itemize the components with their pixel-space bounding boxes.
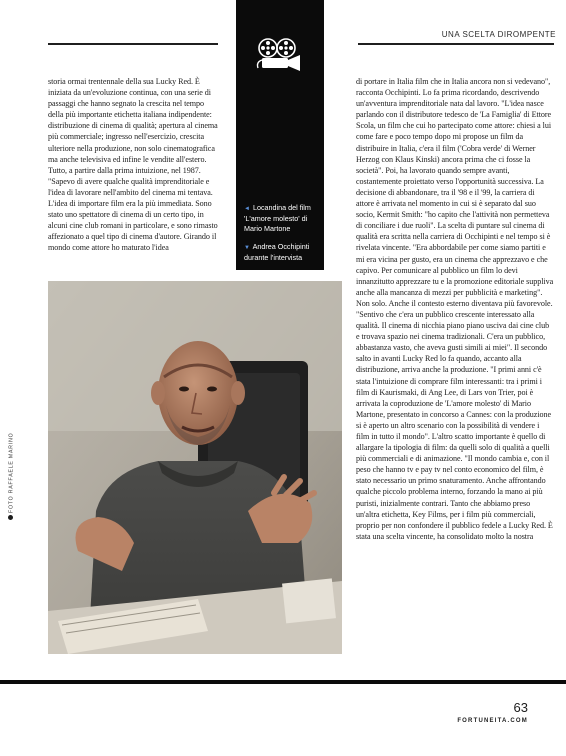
caption-interview-text: Andrea Occhipinti durante l'intervista [244,242,310,263]
caption-down-arrow-icon: ▼ [244,245,250,251]
film-reel-icon [254,38,308,72]
top-rule-left [48,43,218,45]
portrait-illustration [48,281,342,654]
camera-icon [8,515,13,520]
article-column-left: storia ormai trentennale della sua Lucky Red. È iniziata da un'evoluzione continua, con una serie di passaggi che hanno segnato la crescita nel tempo della più importante etichetta italiana indipendente: distribuzione di cinema di qualità; apertura al cinema più commerciale; ingresso nell'esercizio, crescita ulteriore nella produzione, non solo cinematografica ma anche televisiva ed infine le vendite all'estero. Tutto, a partire dalla prima intuizione, nel 1987. "Sapevo di avere qualche qualità imprenditoriale e l'idea di lavorare nell'ambito del cinema mi tentava. L'idea di importare film era la più immediata. Sono stato uno spettatore di cinema di un certo tipo, in alcuni cine club romani in particolare, e sono rimasto affezionato a quel tipo di cinema d'autore. Girando il mondo come attore ho maturato l'idea [48,77,218,253]
page-number: 63 [513,700,528,715]
interview-photo [48,281,342,654]
article-column-right: di portare in Italia film che in Italia ancora non si vedevano", racconta Occhipinti. Lo fa prima ricordando, descrivendo un'avventura imprenditoriale nata dal lavoro. "L'idea nasce parlando con il distributore tedesco de 'La Famiglia' di Ettore Scola, un film che cui ho partecipato come attore: chiesi a lui come fare e poco tempo dopo mi propose un film da distribuire in Italia, c'era il film ('Cobra verde' di Werner Herzog con Klaus Kinski) ancora prima che ci fosse la società". Poi, ha lavorato quando sempre avanti, costantemente proiettato verso l'opportunità successiva. La decisione di abbandonare, tra il '98 e il '99, la carriera di attore è arrivata nel momento in cui si è separato dal suo socio, Kermit Smith: "ho capito che l'attività non permetteva di conciliare i due ruoli". La scelta di puntare sul cinema di qualità era scritta nella carriera di Occhipinti e nel tempo si è rivelata vincente. "Era abbordabile per come siamo partiti e mi era vicina per gusto, era un cinema che apprezzavo e che capivo. Per comunicare al pubblico un film lo devi innanzitutto apprezzare tu e la promozione editoriale suppliva anche alla mancanza di mezzi per pubblicità e marketing". Non solo. Anche il contesto esterno diventava più favorevole. "Sentivo che c'era un pubblico crescente interessato alla qualità. Il cinema di nicchia piano piano usciva dai cine club e trovava spazio nei cinema tradizionali. C'era un pubblico, abbastanza vasto, che aveva gusti simili ai miei". Il secondo salto in avanti Lucky Red lo fa quando, accanto alla distribuzione, arriva anche la produzione. "I primi anni c'è stata l'intuizione di comprare film interessanti: tra i primi i film di Kaurismaki, di Ang Lee, di Lars von Trier, poi è arrivata la coproduzione de 'L'amore molesto' di Mario Martone, presentato in concorso a Cannes: con la produzione si è aperto un altro scenario con la possibilità di vendere i film in tutto il mondo". L'altro scatto importante è quello di allargare la tipologia di film: da quelli solo di qualità a quelli più commerciali e di animazione. "Il mondo cambia e, con il peso che hanno tv e pay tv nel conto economico del film, è stato necessario un primo snaturamento. Anche affrontando qualche piccolo problema interno, forzando la mano ai più puristi, inizialmente contrari. Tanto che abbiamo preso un'altra etichetta, Key Films, per i film più commerciali, proprio per non confondere il pubblico fedele a Lucky Red. È stata una scelta vincente, ha consolidato molto la nostra [356,77,554,541]
section-title: UNA SCELTA DIROMPENTE [441,30,556,39]
caption-left-arrow-icon: ◄ [244,206,250,212]
caption-interview [244,242,322,263]
bottom-rule [0,680,566,684]
caption-poster-text: Locandina del film 'L'amore molesto' di Mario Martone [244,203,311,233]
caption-poster [244,203,322,233]
photo-credit [8,380,18,520]
site-url: FORTUNEITA.COM [457,718,528,724]
photo-credit-text: FOTO RAFFAELE MARINO [8,432,15,513]
top-rule-right [358,43,554,45]
